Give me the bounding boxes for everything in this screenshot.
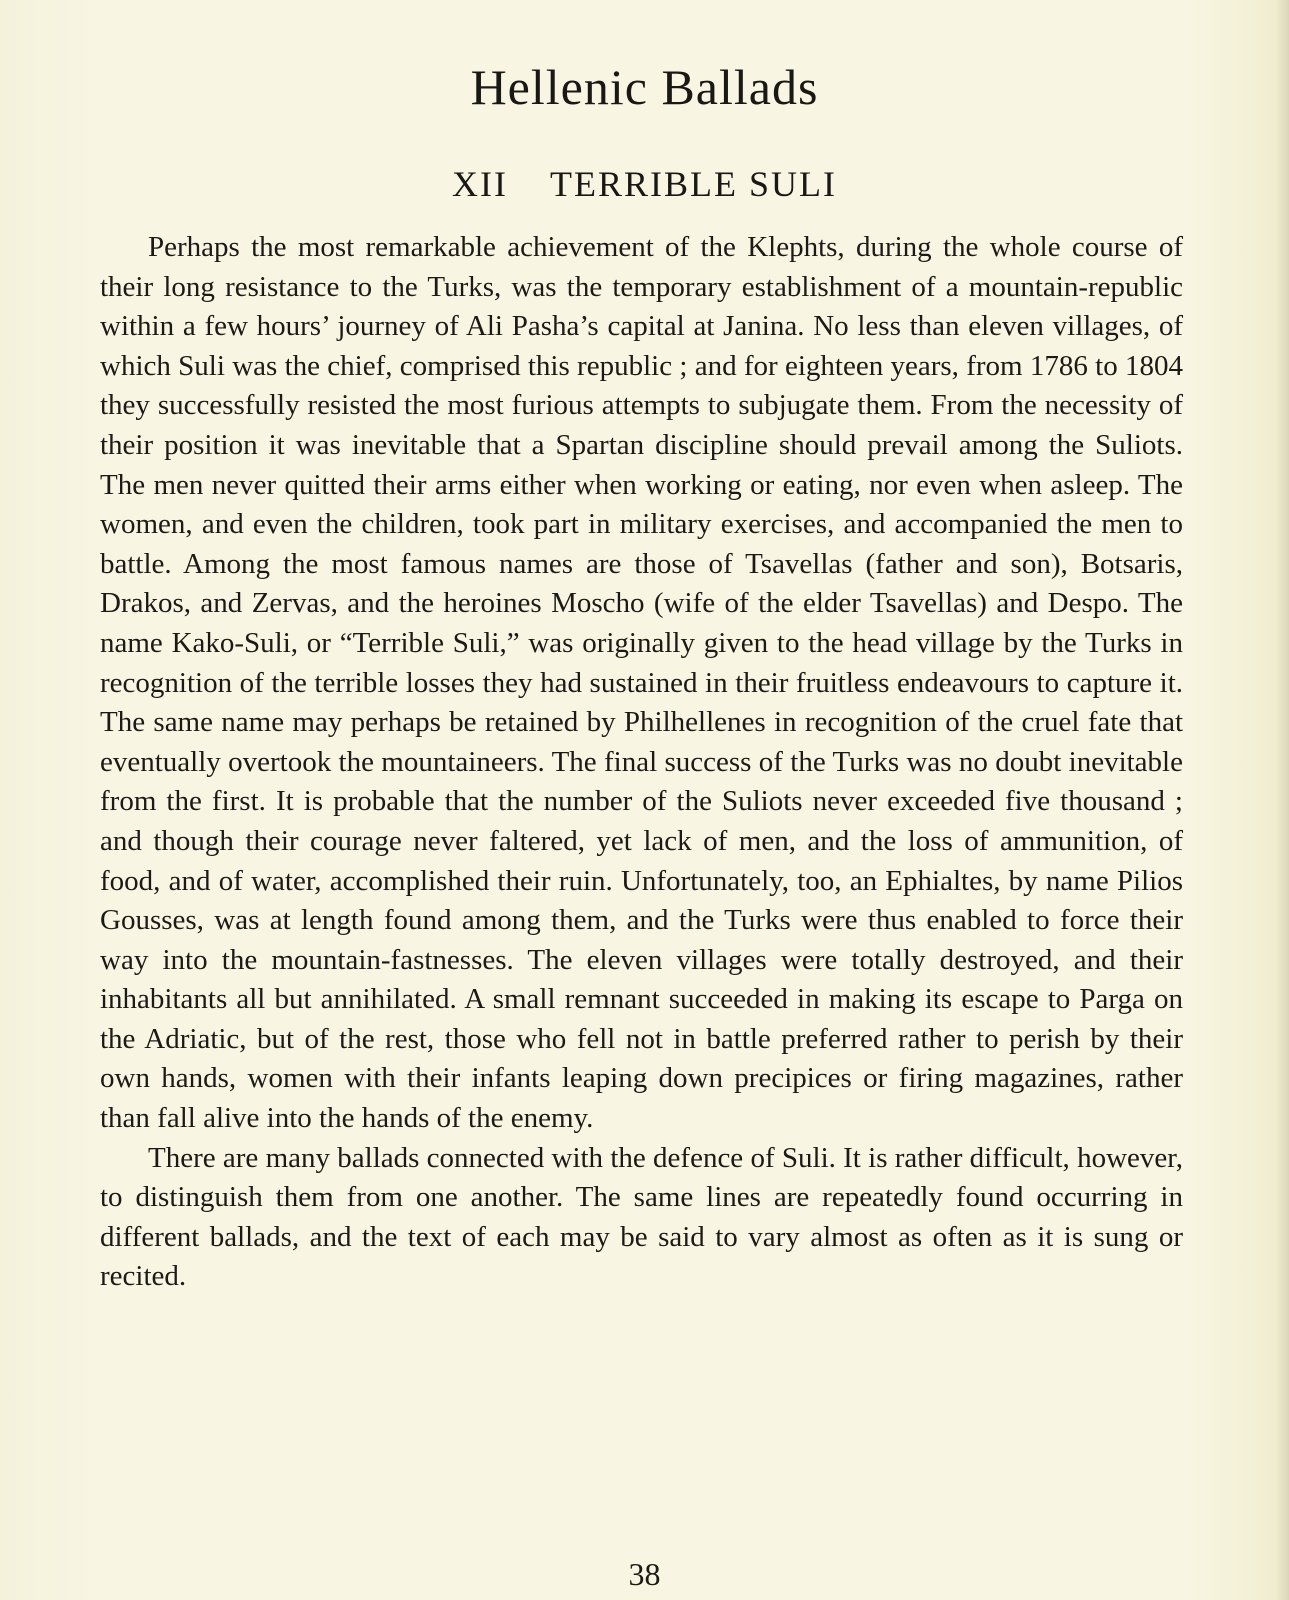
chapter-heading bbox=[0, 163, 1289, 205]
chapter-title: TERRIBLE SULI bbox=[550, 164, 837, 204]
body-text bbox=[100, 228, 1183, 1297]
page-edge-shadow bbox=[1275, 0, 1289, 1600]
paragraph-2: There are many ballads connected with the defence of Suli. It is rather difficult, however, to distinguish them from one another. The same lines are repeatedly found occurring in different ballads, and the text of each may be said to vary almost as often as it is sung or recited. bbox=[100, 1141, 1183, 1293]
chapter-number: XII bbox=[452, 164, 508, 204]
page-number: 38 bbox=[628, 1556, 661, 1592]
running-head: Hellenic Ballads bbox=[470, 59, 819, 115]
paragraph-1: Perhaps the most remarkable achievement of the Klephts, during the whole course of their long resistance to the Turks, was the temporary establishment of a mountain-republic within a few hours’ journey of Ali Pasha’s capital at Janina. No less than eleven villages, of which Suli was the chief, comprised this republic ; and for eighteen years, from 1786 to 1804 they successfully resisted the most furious attempts to subjugate them. From the necessity of their position it was inevitable that a Spartan discipline should prevail among the Suliots. The men never quitted their arms either when working or eating, nor even when asleep. The women, and even the children, took part in military exercises, and accompanied the men to battle. Among the most famous names are those of Tsavellas (father and son), Botsaris, Drakos, and Zervas, and the heroines Moscho (wife of the elder Tsavellas) and Despo. The name Kako-Suli, or “Terrible Suli,” was originally given to the head village by the Turks in recognition of the terrible losses they had sustained in their fruitless endeavours to capture it. The same name may perhaps be retained by Philhellenes in recognition of the cruel fate that eventually overtook the mountaineers. The final success of the Turks was no doubt inevitable from the first. It is probable that the number of the Suliots never exceeded five thousand ; and though their courage never faltered, yet lack of men, and the loss of ammunition, of food, and of water, accomplished their ruin. Unfortunately, too, an Ephialtes, by name Pilios Gousses, was at length found among them, and the Turks were thus enabled to force their way into the mountain-fastnesses. The eleven villages were totally destroyed, and their inhabitants all but annihilated. A small remnant succeeded in making its escape to Parga on the Adriatic, but of the rest, those who fell not in battle preferred rather to perish by their own hands, women with their infants leaping down precipices or firing magazines, rather than fall alive into the hands of the enemy. bbox=[100, 231, 1183, 1135]
